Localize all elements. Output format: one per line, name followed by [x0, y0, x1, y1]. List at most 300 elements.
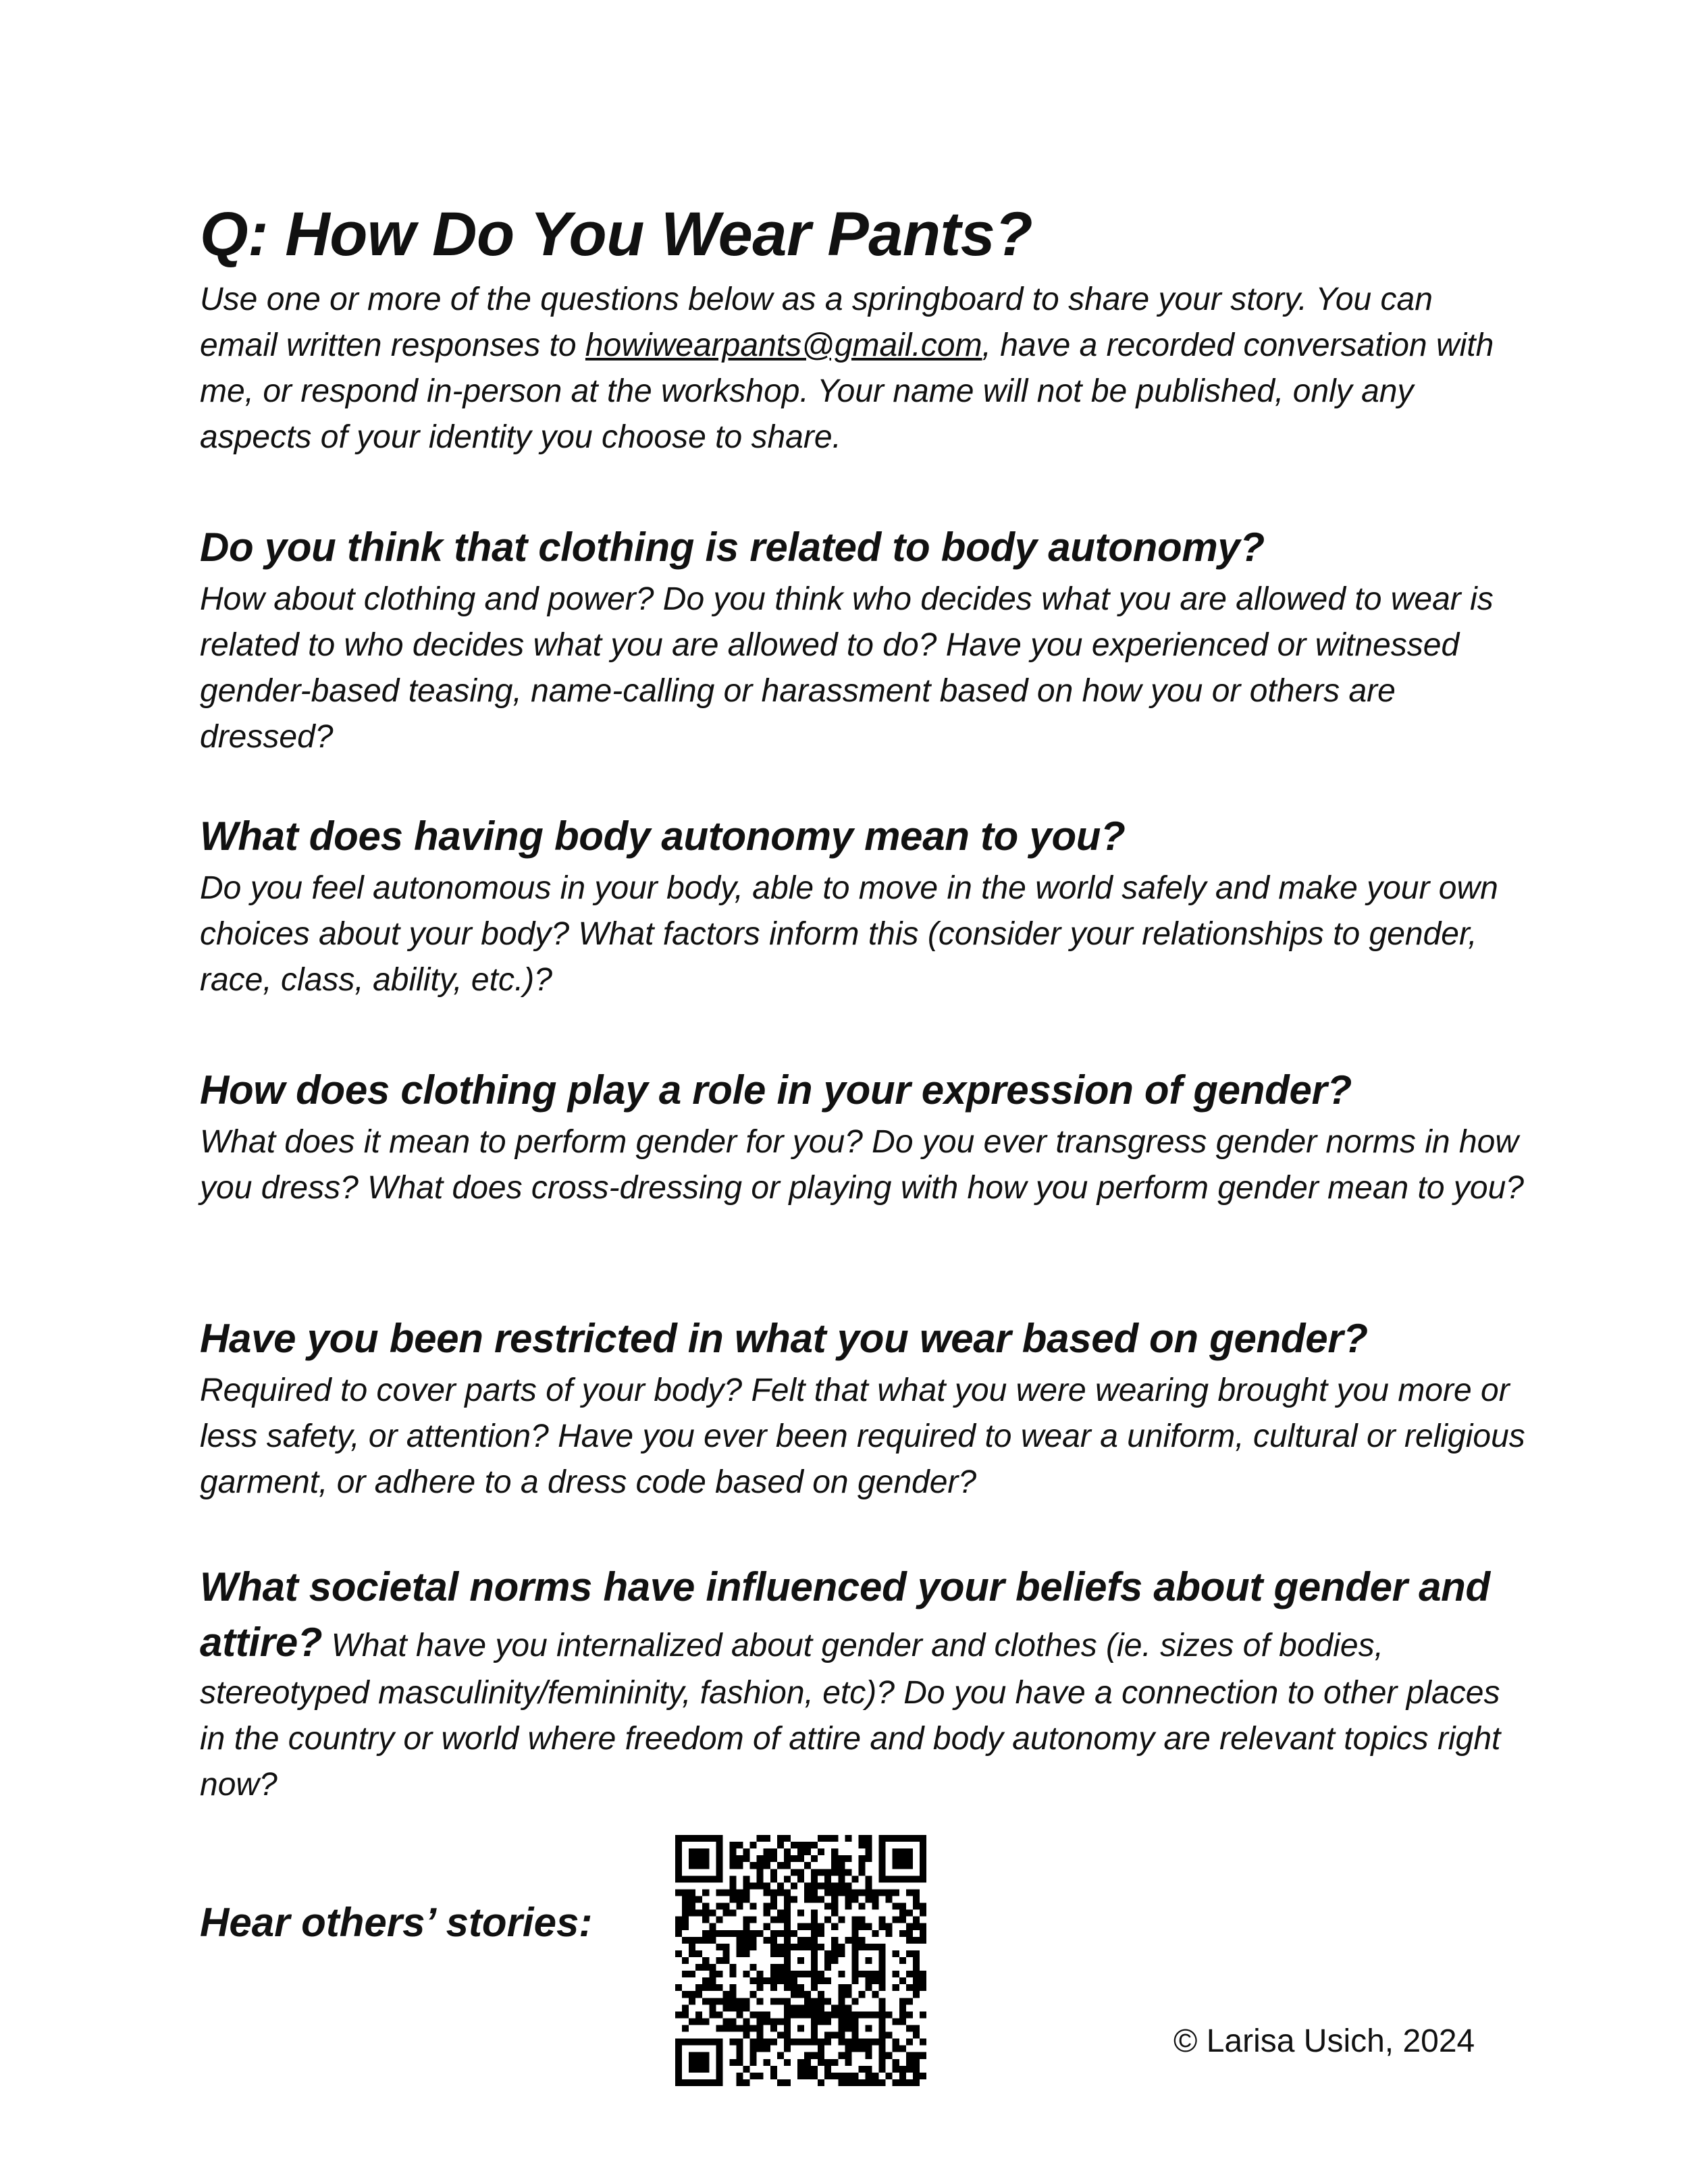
qr-module — [675, 1875, 682, 1882]
qr-module — [866, 1957, 872, 1964]
question-section-societal-norms — [200, 1560, 1530, 1808]
qr-module — [743, 1875, 750, 1882]
qr-module — [851, 1875, 858, 1882]
qr-module — [824, 1964, 831, 1971]
qr-module — [770, 2018, 777, 2025]
qr-module — [899, 1903, 906, 1910]
qr-module — [702, 1984, 709, 1991]
qr-module — [906, 2079, 913, 2086]
qr-module — [777, 1882, 784, 1889]
qr-module — [695, 1875, 702, 1882]
qr-module — [695, 1984, 702, 1991]
qr-module — [893, 2018, 899, 2025]
qr-module — [831, 2059, 838, 2066]
qr-module — [811, 2025, 818, 2032]
qr-module — [811, 1855, 818, 1862]
qr-module — [838, 1950, 845, 1957]
qr-module — [797, 2039, 804, 2046]
qr-module — [899, 1930, 906, 1937]
qr-module — [709, 1835, 716, 1842]
qr-module — [845, 1889, 851, 1896]
qr-module — [872, 2011, 879, 2018]
qr-module — [824, 2011, 831, 2018]
qr-module — [729, 1910, 736, 1917]
qr-module — [831, 1950, 838, 1957]
qr-module — [736, 2004, 743, 2011]
qr-module — [777, 2018, 784, 2025]
qr-module — [920, 1937, 926, 1944]
qr-module — [675, 2011, 682, 2018]
qr-module — [784, 1855, 791, 1862]
qr-module — [689, 1848, 695, 1855]
qr-module — [872, 1889, 879, 1896]
qr-module — [845, 2025, 851, 2032]
qr-module — [858, 1842, 865, 1848]
qr-module — [675, 1923, 682, 1930]
qr-module — [838, 1869, 845, 1875]
qr-module — [913, 2052, 920, 2059]
qr-module — [695, 2011, 702, 2018]
qr-module — [757, 1977, 764, 1984]
qr-module — [838, 2018, 845, 2025]
qr-module — [689, 2066, 695, 2073]
qr-module — [811, 2032, 818, 2039]
qr-module — [675, 2073, 682, 2079]
qr-module — [675, 1848, 682, 1855]
qr-module — [818, 2018, 824, 2025]
qr-module — [838, 1971, 845, 1977]
qr-module — [702, 1977, 709, 1984]
qr-module — [722, 2018, 729, 2025]
qr-module — [743, 2032, 750, 2039]
qr-module — [831, 1835, 838, 1842]
qr-module — [818, 1944, 824, 1950]
qr-module — [716, 2046, 722, 2052]
qr-module — [729, 1882, 736, 1889]
qr-module — [879, 1984, 886, 1991]
qr-module — [818, 1971, 824, 1977]
qr-module — [770, 1977, 777, 1984]
qr-module — [886, 1875, 893, 1882]
qr-module — [831, 1937, 838, 1944]
qr-module — [750, 1917, 757, 1923]
qr-module — [920, 1923, 926, 1930]
qr-module — [770, 1889, 777, 1896]
qr-module — [675, 1889, 682, 1896]
qr-module — [675, 1930, 682, 1937]
qr-module — [804, 2052, 811, 2059]
qr-module — [872, 1977, 879, 1984]
qr-module — [689, 1910, 695, 1917]
qr-module — [743, 1944, 750, 1950]
qr-module — [906, 1937, 913, 1944]
qr-module — [804, 1848, 811, 1855]
qr-module — [709, 1923, 716, 1930]
qr-module — [811, 1882, 818, 1889]
qr-module — [777, 1944, 784, 1950]
qr-module — [770, 1869, 777, 1875]
qr-module — [811, 1937, 818, 1944]
qr-module — [770, 1971, 777, 1977]
qr-module — [886, 1930, 893, 1937]
qr-module — [838, 1875, 845, 1882]
qr-module — [804, 1971, 811, 1977]
qr-module — [851, 1977, 858, 1984]
qr-module — [838, 1855, 845, 1862]
qr-module — [791, 2039, 797, 2046]
qr-module — [866, 1855, 872, 1862]
qr-module — [893, 2039, 899, 2046]
qr-module — [906, 1984, 913, 1991]
qr-module — [879, 1869, 886, 1875]
qr-module — [804, 2011, 811, 2018]
qr-module — [689, 1896, 695, 1902]
qr-module — [709, 2039, 716, 2046]
qr-module — [770, 1930, 777, 1937]
qr-module — [811, 1957, 818, 1964]
qr-module — [682, 1903, 689, 1910]
qr-module — [682, 2004, 689, 2011]
qr-module — [893, 1903, 899, 1910]
qr-module — [824, 1882, 831, 1889]
qr-module — [675, 1835, 682, 1842]
qr-module — [824, 2039, 831, 2046]
qr-module — [906, 1971, 913, 1977]
qr-module — [818, 1882, 824, 1889]
qr-module — [764, 1889, 770, 1896]
qr-module — [858, 2066, 865, 2073]
intro-text-after: , have a recorded conversation with me, or respond in-person at the workshop. Your name will not be published, only any aspects of your identity you choose to share. — [200, 327, 1494, 455]
qr-module — [784, 1896, 791, 1902]
qr-module — [858, 1944, 865, 1950]
qr-module — [736, 1862, 743, 1869]
qr-module — [845, 2059, 851, 2066]
question-body: What have you internalized about gender and clothes (ie. sizes of bodies, stereotyped masculinity/femininity, fashion, etc)? Do you have a connection to other places in the country or world where freedom of attire and body autonomy are relevant topics right now? — [200, 1628, 1501, 1803]
qr-module — [831, 1896, 838, 1902]
qr-module — [879, 2039, 886, 2046]
qr-module — [736, 1950, 743, 1957]
qr-module — [784, 1862, 791, 1869]
qr-module — [893, 1862, 899, 1869]
qr-module — [879, 1964, 886, 1971]
qr-module — [893, 1875, 899, 1882]
qr-module — [791, 1977, 797, 1984]
qr-module — [879, 1923, 886, 1930]
intro-text-before: Use one or more of the questions below as a springboard to share your story. You can email written responses to — [200, 282, 1433, 363]
qr-module — [757, 1869, 764, 1875]
qr-module — [838, 1917, 845, 1923]
qr-module — [764, 2011, 770, 2018]
qr-module — [831, 1923, 838, 1930]
qr-module — [811, 1944, 818, 1950]
qr-module — [893, 2059, 899, 2066]
qr-code-icon[interactable] — [675, 1835, 926, 2086]
qr-module — [838, 2011, 845, 2018]
question-section-body-autonomy-clothing — [200, 518, 1530, 760]
qr-module — [811, 1923, 818, 1930]
qr-module — [791, 1842, 797, 1848]
qr-module — [689, 1835, 695, 1842]
qr-module — [770, 2039, 777, 2046]
qr-module — [682, 2025, 689, 2032]
qr-module — [770, 1944, 777, 1950]
qr-module — [729, 1842, 736, 1848]
qr-module — [675, 1917, 682, 1923]
qr-module — [824, 2066, 831, 2073]
qr-module — [675, 2079, 682, 2086]
qr-module — [750, 2039, 757, 2046]
qr-module — [709, 2011, 716, 2018]
qr-module — [879, 1950, 886, 1957]
qr-module — [913, 2059, 920, 2066]
qr-module — [845, 1869, 851, 1875]
qr-module — [879, 1944, 886, 1950]
qr-module — [743, 1950, 750, 1957]
qr-module — [851, 2039, 858, 2046]
qr-module — [770, 1855, 777, 1862]
qr-module — [920, 1977, 926, 1984]
qr-module — [845, 1855, 851, 1862]
qr-module — [784, 1977, 791, 1984]
qr-module — [906, 2059, 913, 2066]
qr-module — [689, 1855, 695, 1862]
qr-module — [920, 2073, 926, 2079]
qr-module — [695, 1950, 702, 1957]
qr-module — [879, 2052, 886, 2059]
qr-module — [811, 2073, 818, 2079]
qr-module — [899, 2079, 906, 2086]
qr-module — [750, 2011, 757, 2018]
qr-module — [899, 1998, 906, 2004]
question-body: Required to cover parts of your body? Felt that what you were wearing brought you more or less safety, or attention? Have you ever been required to wear a uniform, cultural or religious garment, or adhere to a dress code based on gender? — [200, 1373, 1525, 1500]
qr-module — [750, 1991, 757, 1998]
qr-module — [695, 1855, 702, 1862]
qr-module — [784, 2079, 791, 2086]
qr-module — [866, 2052, 872, 2059]
qr-module — [764, 2039, 770, 2046]
qr-module — [893, 1971, 899, 1977]
qr-module — [858, 1835, 865, 1842]
qr-module — [784, 2018, 791, 2025]
qr-module — [729, 1896, 736, 1902]
qr-module — [845, 2039, 851, 2046]
qr-module — [695, 1937, 702, 1944]
qr-module — [791, 1971, 797, 1977]
qr-module — [764, 1903, 770, 1910]
qr-module — [709, 1875, 716, 1882]
qr-module — [695, 1862, 702, 1869]
qr-module — [743, 2018, 750, 2025]
qr-module — [879, 2011, 886, 2018]
qr-module — [702, 1862, 709, 1869]
qr-module — [893, 1984, 899, 1991]
qr-module — [716, 1862, 722, 1869]
qr-module — [716, 1903, 722, 1910]
qr-module — [811, 1842, 818, 1848]
qr-module — [824, 2073, 831, 2079]
qr-module — [764, 1910, 770, 1917]
qr-module — [804, 1991, 811, 1998]
qr-module — [866, 2011, 872, 2018]
qr-module — [879, 1855, 886, 1862]
qr-module — [811, 1971, 818, 1977]
qr-module — [879, 1917, 886, 1923]
qr-module — [824, 1957, 831, 1964]
qr-module — [757, 2018, 764, 2025]
qr-module — [736, 1842, 743, 1848]
qr-module — [838, 1862, 845, 1869]
qr-module — [906, 1998, 913, 2004]
qr-module — [920, 1855, 926, 1862]
qr-module — [899, 1917, 906, 1923]
qr-module — [893, 1889, 899, 1896]
qr-module — [811, 1889, 818, 1896]
qr-module — [709, 1937, 716, 1944]
qr-module — [750, 2046, 757, 2052]
qr-module — [791, 1944, 797, 1950]
qr-module — [777, 1862, 784, 1869]
qr-module — [770, 1903, 777, 1910]
qr-module — [879, 2046, 886, 2052]
qr-module — [845, 1835, 851, 1842]
qr-module — [831, 1903, 838, 1910]
page-title: Q: How Do You Wear Pants? — [200, 200, 1033, 269]
qr-module — [716, 1971, 722, 1977]
qr-module — [913, 1923, 920, 1930]
qr-module — [866, 2025, 872, 2032]
email-link[interactable]: howiwearpants@gmail.com — [585, 327, 982, 363]
qr-module — [757, 1862, 764, 1869]
qr-module — [920, 1848, 926, 1855]
qr-module — [804, 1944, 811, 1950]
qr-module — [675, 2066, 682, 2073]
qr-module — [770, 1848, 777, 1855]
qr-module — [702, 1930, 709, 1937]
qr-module — [702, 1875, 709, 1882]
qr-module — [879, 2018, 886, 2025]
qr-module — [913, 1971, 920, 1977]
qr-module — [702, 1998, 709, 2004]
qr-module — [906, 1862, 913, 1869]
qr-module — [879, 2032, 886, 2039]
qr-module — [838, 1889, 845, 1896]
qr-module — [866, 1944, 872, 1950]
qr-module — [797, 1937, 804, 1944]
qr-module — [743, 1971, 750, 1977]
qr-module — [682, 1835, 689, 1842]
qr-module — [716, 1984, 722, 1991]
qr-module — [743, 1937, 750, 1944]
qr-module — [757, 2039, 764, 2046]
qr-module — [824, 1903, 831, 1910]
qr-module — [675, 1869, 682, 1875]
qr-module — [879, 2066, 886, 2073]
qr-module — [866, 1977, 872, 1984]
qr-module — [770, 1964, 777, 1971]
qr-module — [736, 2039, 743, 2046]
qr-module — [838, 1944, 845, 1950]
qr-module — [886, 1896, 893, 1902]
qr-module — [743, 2079, 750, 2086]
qr-module — [736, 2052, 743, 2059]
qr-module — [872, 1991, 879, 1998]
qr-module — [906, 1875, 913, 1882]
qr-module — [695, 2052, 702, 2059]
qr-module — [777, 1977, 784, 1984]
qr-module — [811, 1869, 818, 1875]
qr-module — [886, 2052, 893, 2059]
qr-module — [872, 2079, 879, 2086]
qr-module — [811, 1977, 818, 1984]
qr-module — [851, 2073, 858, 2079]
qr-module — [743, 1848, 750, 1855]
qr-module — [750, 1937, 757, 1944]
qr-module — [893, 1855, 899, 1862]
qr-module — [770, 1950, 777, 1957]
qr-module — [811, 1964, 818, 1971]
qr-module — [824, 2059, 831, 2066]
qr-module — [716, 1848, 722, 1855]
qr-module — [729, 1964, 736, 1971]
qr-module — [838, 1991, 845, 1998]
qr-module — [872, 2073, 879, 2079]
qr-module — [750, 1930, 757, 1937]
qr-module — [784, 1998, 791, 2004]
qr-module — [845, 2079, 851, 2086]
qr-module — [858, 1991, 865, 1998]
qr-module — [689, 1875, 695, 1882]
qr-module — [858, 1923, 865, 1930]
qr-module — [804, 1862, 811, 1869]
qr-module — [838, 2039, 845, 2046]
qr-module — [872, 1896, 879, 1902]
qr-module — [886, 2011, 893, 2018]
qr-module — [899, 1848, 906, 1855]
qr-module — [797, 1984, 804, 1991]
qr-module — [818, 2046, 824, 2052]
qr-module — [831, 1855, 838, 1862]
qr-module — [818, 1923, 824, 1930]
qr-module — [689, 2059, 695, 2066]
qr-module — [736, 2046, 743, 2052]
qr-module — [716, 1875, 722, 1882]
qr-module — [757, 1855, 764, 1862]
qr-module — [866, 1889, 872, 1896]
qr-module — [702, 2066, 709, 2073]
qr-module — [811, 2018, 818, 2025]
qr-module — [702, 1910, 709, 1917]
qr-module — [879, 1971, 886, 1977]
qr-module — [920, 1903, 926, 1910]
qr-module — [702, 1889, 709, 1896]
qr-module — [784, 2046, 791, 2052]
qr-module — [831, 1869, 838, 1875]
qr-module — [845, 1896, 851, 1902]
qr-module — [750, 1862, 757, 1869]
qr-module — [851, 1937, 858, 1944]
qr-module — [777, 1950, 784, 1957]
qr-module — [743, 1855, 750, 1862]
qr-module — [682, 1875, 689, 1882]
question-section-autonomy-meaning — [200, 807, 1530, 1003]
qr-module — [851, 2032, 858, 2039]
qr-module — [831, 1957, 838, 1964]
qr-module — [838, 2032, 845, 2039]
qr-module — [743, 2004, 750, 2011]
qr-module — [682, 1971, 689, 1977]
qr-module — [702, 1957, 709, 1964]
question-section-restricted-wear — [200, 1310, 1530, 1506]
